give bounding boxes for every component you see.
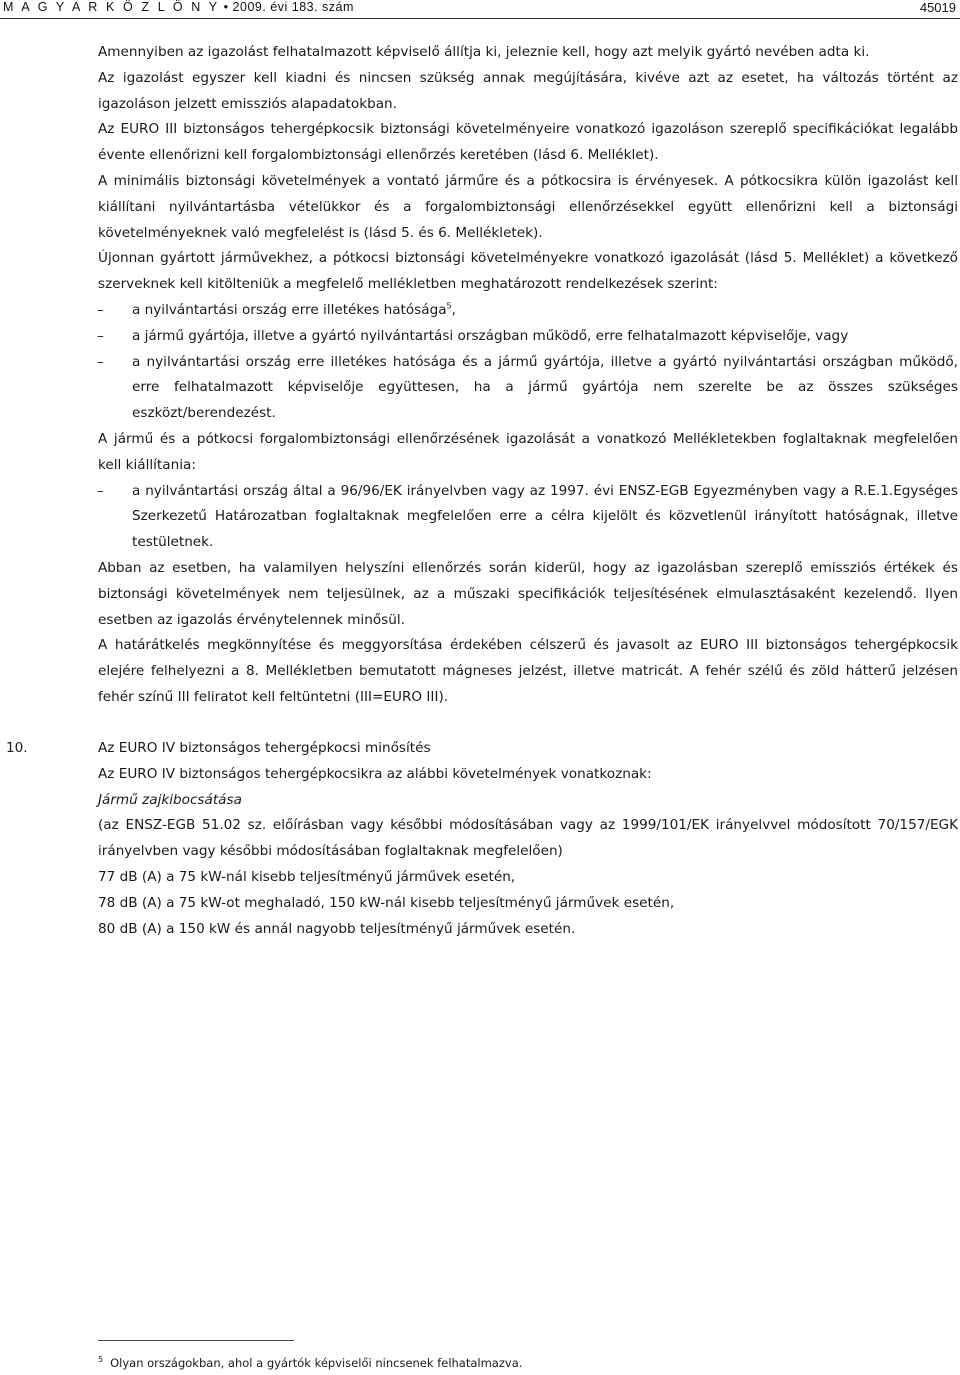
- subheading: Jármű zajkibocsátása: [98, 791, 242, 808]
- paragraph: A minimális biztonsági követelmények a vontató járműre és a pótkocsira is érvényesek. A pótkocsikra külön igazolást kell kiállítani nyilvántartásba vételükkor és a forgalombiztonsági ellenőrzésekkel együtt ellenőrizni kell a biztonsági követelményeknek való megfelelést is (lásd 5. és 6. Mellékletek).: [98, 172, 958, 241]
- section-intro: Az EURO IV biztonságos tehergépkocsikra az alábbi követelmények vonatkoznak:: [98, 765, 652, 782]
- paragraph: Újonnan gyártott járművekhez, a pótkocsi biztonsági követelményekre vonatkozó igazolását (lásd 5. Melléklet) a következő szerveknek kell kitölteniük a megfelelő mellékletben meghatározott rendelkezések szerint:: [98, 250, 958, 293]
- regulation-text: (az ENSZ-EGB 51.02 sz. előírásban vagy későbbi módosításában vagy az 1999/101/EK irányelvvel módosított 70/157/EGK irányelvben vagy későbbi módosításában foglaltaknak megfelelően): [98, 817, 958, 860]
- list-item-suffix: ,: [451, 301, 456, 318]
- section-number: 10.: [6, 740, 28, 756]
- noise-limit: 78 dB (A) a 75 kW-ot meghaladó, 150 kW-nál kisebb teljesítményű járművek esetén,: [98, 894, 675, 911]
- running-header: [0, 0, 960, 17]
- list-item: – a jármű gyártója, illetve a gyártó nyilvántartási országban működő, erre felhatalmazott képviselője, vagy: [98, 324, 958, 350]
- noise-limit: 80 dB (A) a 150 kW és annál nagyobb teljesítményű járművek esetén.: [98, 920, 576, 937]
- journal-name: M A G Y A R K Ö Z L Ö N Y: [3, 0, 220, 14]
- list-item: – a nyilvántartási ország által a 96/96/EK irányelvben vagy az 1997. évi ENSZ-EGB Egyezményben vagy a R.E.1.Egységes Szerkezetű Határozatban foglaltaknak megfelelően erre a célra kijelölt és közvetlenül irányított hatóságnak, illetve testületnek.: [98, 479, 958, 556]
- list-item: – a nyilvántartási ország erre illetékes hatósága és a jármű gyártója, illetve a gyártó nyilvántartási országban működő, erre felhatalmazott képviselője együttesen, ha a jármű gyártója nem szerelte be az összes szükséges eszközt/berendezést.: [98, 350, 958, 427]
- list-item-text: a nyilvántartási ország erre illetékes hatósága: [132, 301, 447, 318]
- paragraph: A jármű és a pótkocsi forgalombiztonsági ellenőrzésének igazolását a vonatkozó Mellékletekben foglaltaknak megfelelően kell kiállítania:: [98, 430, 958, 473]
- paragraph: Abban az esetben, ha valamilyen helyszíni ellenőrzés során kiderül, hogy az igazolásban szereplő emissziós értékek és biztonsági követelmények nem teljesülnek, az a műszaki specifikációk teljesítésének elmulasztásaként kezelendő. Ilyen esetben az igazolás érvénytelennek minősül.: [98, 559, 958, 628]
- paragraph: A határátkelés megkönnyítése és meggyorsítása érdekében célszerű és javasolt az EURO III biztonságos tehergépkocsik elejére felhelyezni a 8. Mellékletben bemutatott mágneses jelzést, illetve matricát. A fehér szélű és zöld hátterű jelzésen fehér színű III feliratot kell feltüntetni (III=EURO III).: [98, 637, 958, 705]
- footnote-text: Olyan országokban, ahol a gyártók képviselői nincsenek felhatalmazva.: [110, 1356, 523, 1370]
- journal-title: [3, 0, 354, 14]
- footnote: [98, 1356, 522, 1370]
- header-rule: [0, 18, 960, 19]
- footnote-ref: 5: [446, 301, 452, 311]
- footnote-rule: [98, 1340, 294, 1341]
- footnote-marker: 5: [98, 1355, 104, 1365]
- section-title: Az EURO IV biztonságos tehergépkocsi minősítés: [98, 740, 431, 756]
- body-text: [98, 40, 958, 711]
- paragraph: Az igazolást egyszer kell kiadni és nincsen szükség annak megújítására, kivéve azt az esetet, ha változás történt az igazoláson jelzett emissziós alapadatokban.: [98, 69, 958, 112]
- bullet-separator: •: [223, 0, 229, 14]
- issue-label: 2009. évi 183. szám: [232, 0, 354, 14]
- section-body: [98, 736, 958, 942]
- paragraph: Az EURO III biztonságos tehergépkocsik biztonsági követelményeire vonatkozó igazoláson szereplő specifikációkat legalább évente ellenőrizni kell forgalombiztonsági ellenőrzés keretében (lásd 6. Melléklet).: [98, 121, 958, 164]
- page-number: 45019: [919, 0, 956, 15]
- noise-limit: 77 dB (A) a 75 kW-nál kisebb teljesítményű járművek esetén,: [98, 868, 516, 885]
- paragraph: Amennyiben az igazolást felhatalmazott képviselő állítja ki, jeleznie kell, hogy azt melyik gyártó nevében adta ki.: [98, 44, 870, 60]
- list-item: [98, 298, 958, 324]
